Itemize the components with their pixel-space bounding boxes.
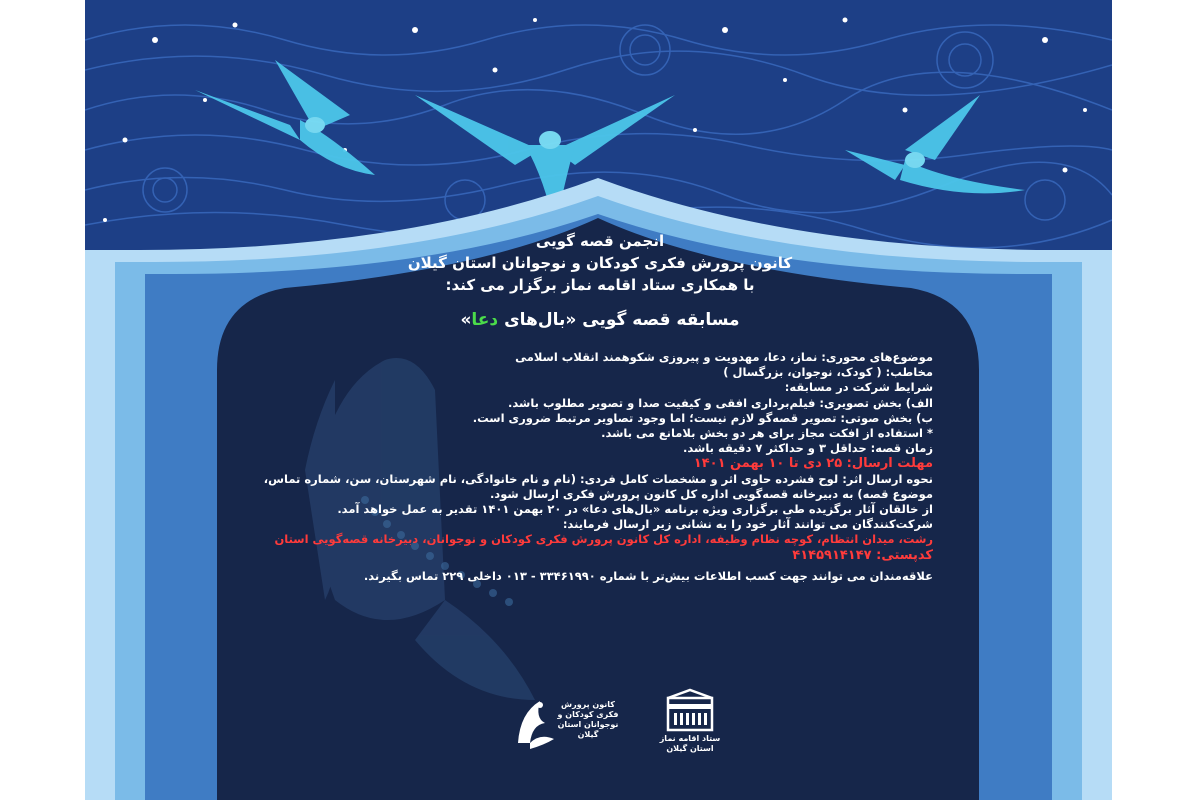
audio-line: ب) بخش صوتی: تصویر قصه‌گو لازم نیست؛ اما وجود تصاویر مرتبط ضروری است. [472,410,933,425]
send-line-2: موضوع قصه) به دبیرخانه قصه‌گویی اداره کل کانون پرورش فکری ارسال شود. [489,486,933,501]
setad-logo-text: ستاد اقامه نماز استان گیلان [659,734,721,753]
award-line: از خالقان آثار برگزیده طی برگزاری ویژه برنامه «بال‌های دعا» در ۲۰ بهمن ۱۴۰۱ تقدیر به عمل خواهد آمد. [337,502,933,517]
header-line-2: کانون پرورش فکری کودکان و نوجوانان استان گیلان [407,254,793,272]
postal-code-line: کدپستی: ۴۱۴۵۹۱۴۱۴۷ [792,547,933,563]
header-line-3: با همکاری ستاد اقامه نماز برگزار می کند: [445,276,755,294]
topics-line: موضوع‌های محوری: نماز، دعا، مهدویت و پیروزی شکوهمند انقلاب اسلامی [515,350,933,364]
competition-title [260,310,940,330]
logos-row [85,688,1112,758]
address-line: رشت، میدان انتظام، کوچه نظام وظیفه، اداره کل کانون پرورش فکری کودکان و نوجوانان، دبیرخانه قصه‌گویی استان [274,532,933,547]
deadline-line: مهلت ارسال: ۲۵ دی تا ۱۰ بهمن ۱۴۰۱ [693,456,933,472]
details-block [263,350,933,584]
kanoon-logo [510,688,620,758]
competition-suffix: » [460,310,472,330]
kanoon-logo-text: کانون پرورش فکری کودکان و نوجوانان استان گیلان [557,700,619,739]
poster [85,0,1112,800]
competition-prefix: مسابقه قصه گویی «بال‌های [498,310,740,330]
conditions-line: شرایط شرکت در مسابقه: [784,380,933,395]
kanoon-bird-icon [510,693,560,753]
duration-line: زمان قصه: حداقل ۳ و حداکثر ۷ دقیقه باشد. [683,441,933,456]
audience-line: مخاطب: ( کودک، نوجوان، بزرگسال ) [723,365,933,380]
competition-highlight: دعا [471,310,499,330]
header-block [260,230,940,330]
header-line-1: انجمن قصه گویی [535,232,665,250]
setad-logo [640,688,740,758]
contact-line: علاقه‌مندان می توانند جهت کسب اطلاعات بیش‌تر با شماره ۳۳۴۶۱۹۹۰ - ۰۱۳ داخلی ۲۲۹ تماس بگیرند. [363,568,933,583]
participants-line: شرکت‌کنندگان می توانند آثار خود را به نشانی زیر ارسال فرمایند: [562,517,933,532]
send-line-1: نحوه ارسال اثر: لوح فشرده حاوی اثر و مشخصات کامل فردی: (نام و نام خانوادگی، نام شهرستان، سن، شماره تماس، [263,471,933,486]
effects-line: * استفاده از افکت مجاز برای هر دو بخش بلامانع می باشد. [601,426,933,441]
video-line: الف) بخش تصویری: فیلم‌برداری افقی و کیفیت صدا و تصویر مطلوب باشد. [508,395,933,410]
setad-kaaba-icon [666,688,714,732]
